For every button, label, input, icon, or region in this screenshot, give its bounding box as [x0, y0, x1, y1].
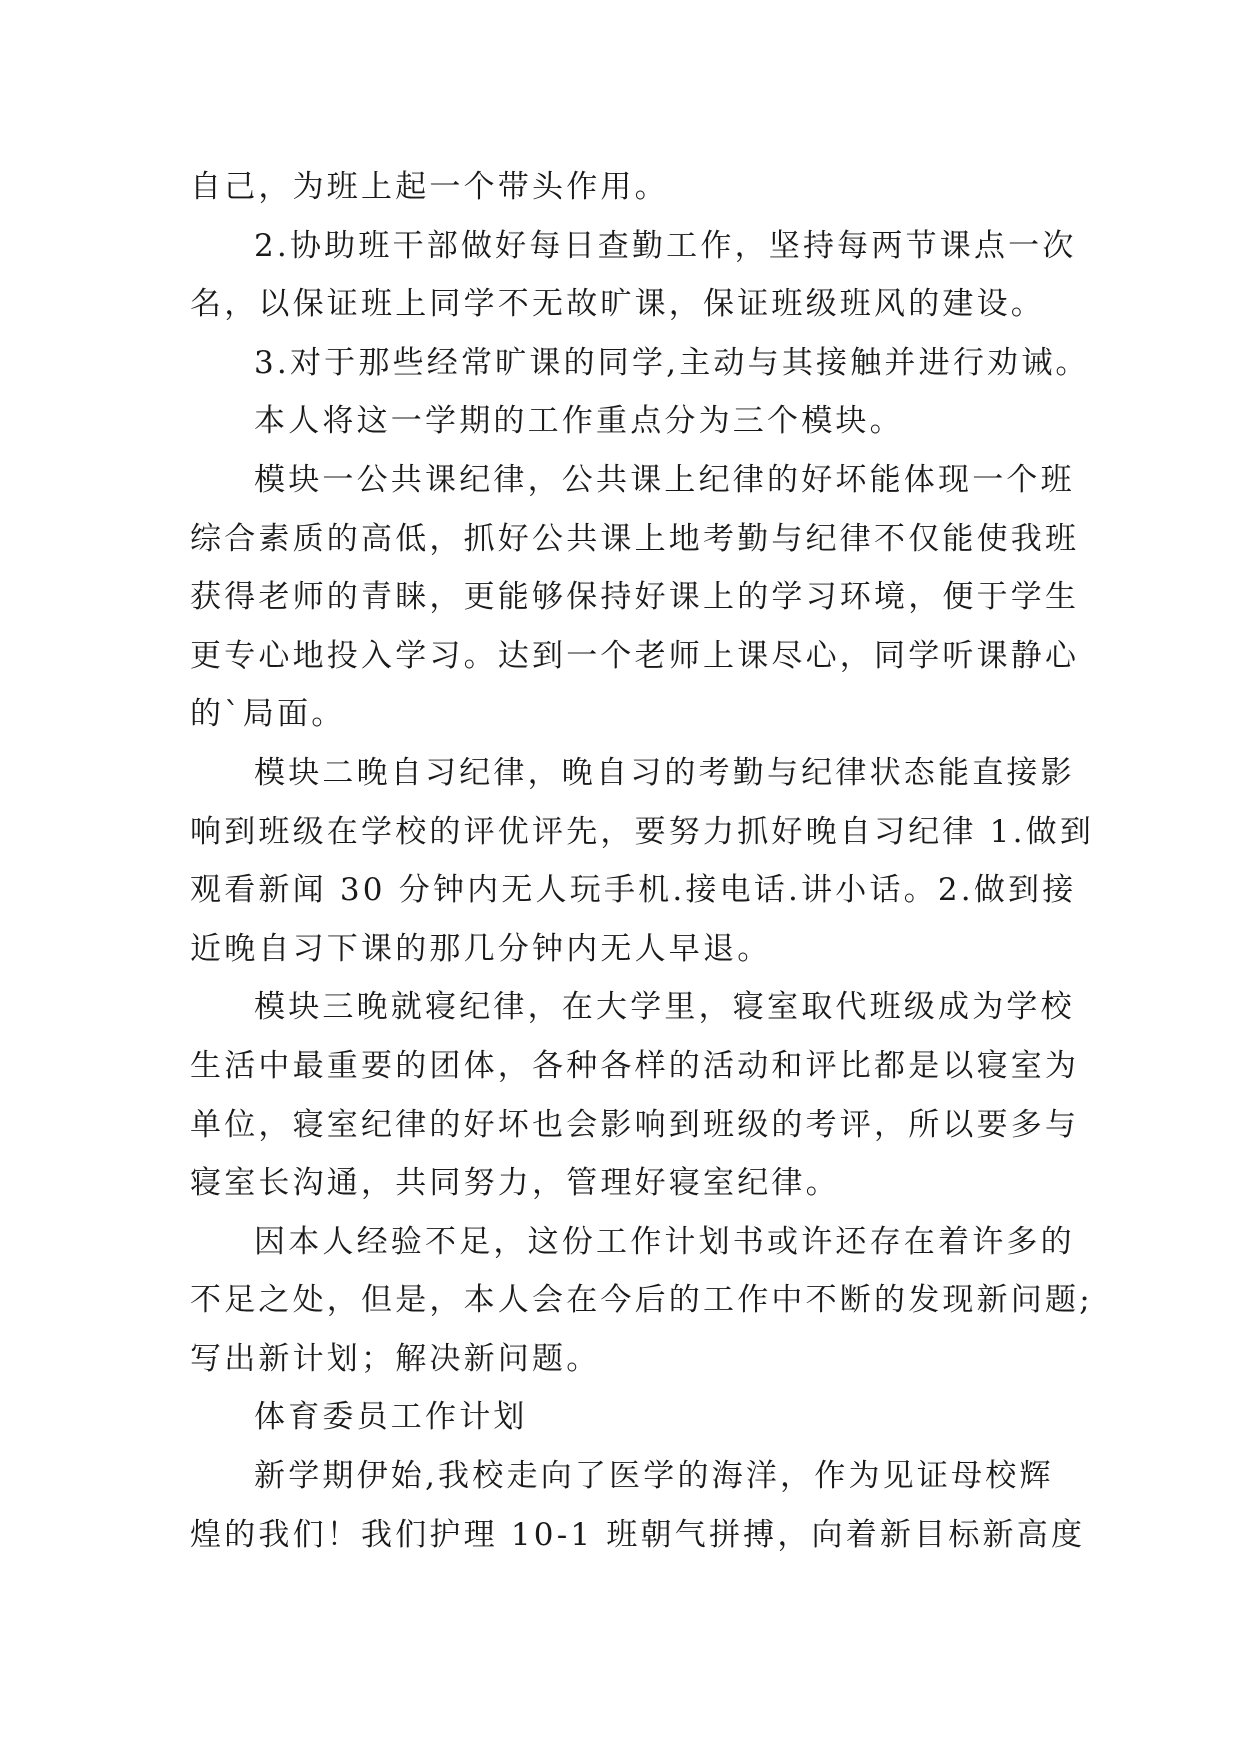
- text-line: 2.协助班干部做好每日查勤工作，坚持每两节课点一次: [254, 227, 1077, 264]
- text-line: 获得老师的青睐，更能够保持好课上的学习环境，便于学生: [190, 579, 1080, 616]
- text-line: 响到班级在学校的评优评先，要努力抓好晚自习纪律 1.做到: [190, 813, 1095, 850]
- text-line: 新学期伊始,我校走向了医学的海洋，作为见证母校辉: [254, 1458, 1054, 1495]
- text-line: 的`局面。: [190, 696, 346, 733]
- document-body: [190, 158, 1095, 1564]
- text-line: 综合素质的高低，抓好公共课上地考勤与纪律不仅能使我班: [190, 520, 1080, 557]
- text-line: 模块三晚就寝纪律，在大学里，寝室取代班级成为学校: [254, 989, 1075, 1026]
- text-line: 因本人经验不足，这份工作计划书或许还存在着许多的: [254, 1223, 1075, 1260]
- text-line: 3.对于那些经常旷课的同学,主动与其接触并进行劝诫。: [254, 344, 1090, 381]
- text-line: 观看新闻 30 分钟内无人玩手机.接电话.讲小话。2.做到接: [190, 872, 1077, 909]
- text-line: 名，以保证班上同学不无故旷课，保证班级班风的建设。: [190, 286, 1045, 323]
- text-line: 近晚自习下课的那几分钟内无人早退。: [190, 930, 772, 967]
- text-line: 生活中最重要的团体，各种各样的活动和评比都是以寝室为: [190, 1047, 1080, 1084]
- text-line: 不足之处，但是，本人会在今后的工作中不断的发现新问题;: [190, 1282, 1093, 1319]
- text-line: 写出新计划；解决新问题。: [190, 1340, 601, 1377]
- text-line: 自己，为班上起一个带头作用。: [190, 169, 669, 205]
- text-line: 煌的我们！我们护理 10-1 班朝气拼搏，向着新目标新高度: [190, 1516, 1086, 1553]
- text-line: 单位，寝室纪律的好坏也会影响到班级的考评，所以要多与: [190, 1106, 1080, 1143]
- text-line: 模块一公共课纪律，公共课上纪律的好坏能体现一个班: [254, 461, 1075, 498]
- text-line: 本人将这一学期的工作重点分为三个模块。: [254, 403, 904, 440]
- text-line: 更专心地投入学习。达到一个老师上课尽心，同学听课静心: [190, 637, 1080, 674]
- section-heading: 体育委员工作计划: [254, 1399, 528, 1436]
- text-line: 模块二晚自习纪律，晚自习的考勤与纪律状态能直接影: [254, 754, 1075, 791]
- text-line: 寝室长沟通，共同努力，管理好寝室纪律。: [190, 1165, 840, 1202]
